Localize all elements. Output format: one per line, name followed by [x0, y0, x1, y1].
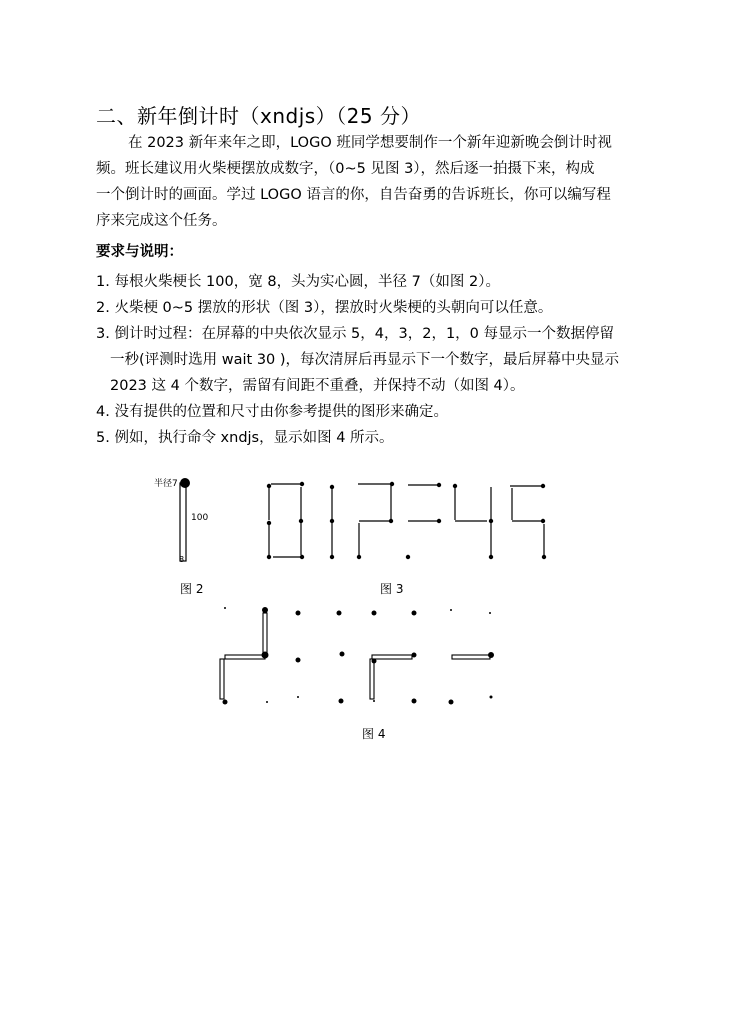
figure-3-digits: [255, 475, 555, 565]
matchstick-head: [180, 478, 190, 488]
requirements-heading: 要求与说明：: [96, 244, 183, 260]
requirement-item: 2023 这 4 个数字，需留有间距不重叠，并保持不动（如图 4）。: [110, 378, 525, 394]
length-label: 100: [191, 513, 209, 523]
figure-4-2023: [215, 605, 500, 710]
matchstick-body: [180, 483, 186, 561]
requirement-item: 4. 没有提供的位置和尺寸由你参考提供的图形来确定。: [96, 404, 448, 420]
figure-2-matchstick: [150, 470, 220, 570]
figure-3-caption: 图 3: [380, 582, 404, 596]
radius-label: 半径7: [154, 479, 178, 489]
intro-line: 频。班长建议用火柴梗摆放成数字，（0~5 见图 3），然后逐一拍摄下来，构成: [96, 161, 595, 177]
width-label: 8: [179, 555, 185, 564]
intro-line: 在 2023 新年来年之即，LOGO 班同学想要制作一个新年迎新晚会倒计时视: [128, 135, 612, 151]
requirement-item: 一秒(评测时选用 wait 30 )，每次清屏后再显示下一个数字，最后屏幕中央显示: [110, 352, 620, 368]
requirement-item: 5. 例如，执行命令 xndjs，显示如图 4 所示。: [96, 430, 394, 446]
figure-2-caption: 图 2: [180, 582, 204, 596]
intro-line: 一个倒计时的画面。学过 LOGO 语言的你，自告奋勇的告诉班长，你可以编写程: [96, 187, 611, 203]
intro-line: 序来完成这个任务。: [96, 213, 227, 229]
requirement-item: 1. 每根火柴梗长 100，宽 8，头为实心圆，半径 7（如图 2）。: [96, 274, 500, 290]
requirement-item: 3. 倒计时过程：在屏幕的中央依次显示 5，4，3，2，1，0 每显示一个数据停留: [96, 326, 615, 342]
requirement-item: 2. 火柴梗 0~5 摆放的形状（图 3），摆放时火柴梗的头朝向可以任意。: [96, 300, 553, 316]
figure-4-caption: 图 4: [362, 727, 386, 741]
question-title: 二、新年倒计时（xndjs）（25 分）: [96, 104, 421, 128]
